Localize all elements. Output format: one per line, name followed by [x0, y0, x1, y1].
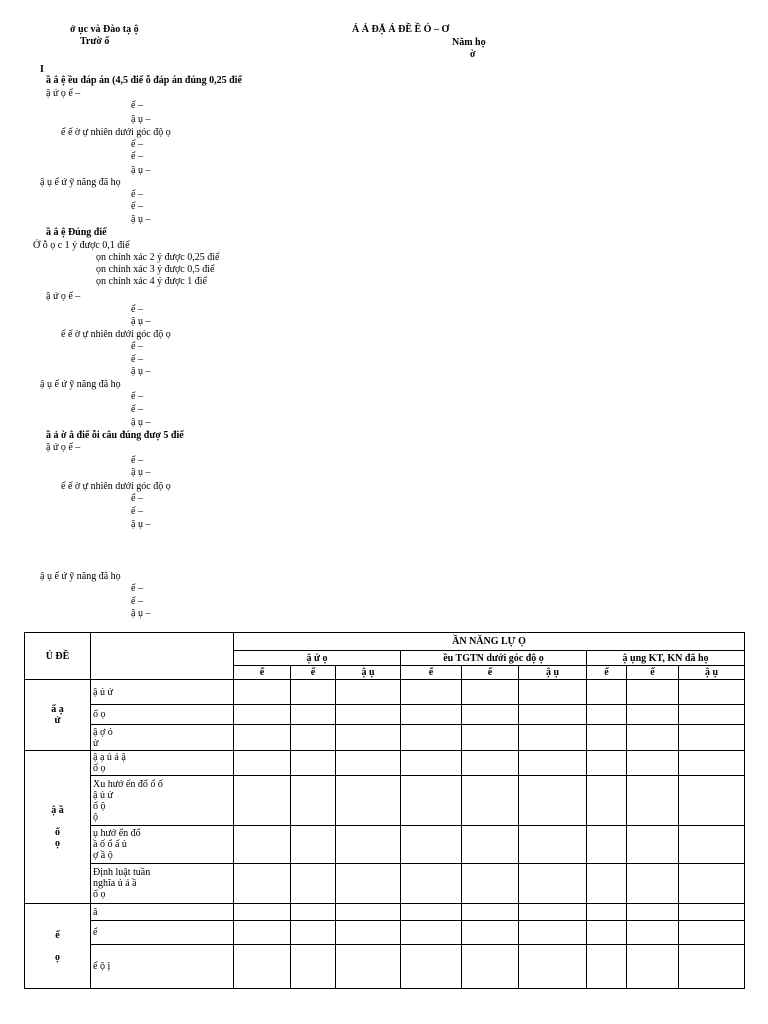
answer-line: ậ ụ –	[131, 114, 151, 125]
empty-grid-cell	[519, 680, 587, 705]
content-cell: ă	[91, 904, 234, 921]
empty-grid-cell	[679, 776, 745, 826]
answer-line: ể –	[131, 189, 143, 200]
empty-grid-cell	[234, 864, 291, 904]
table-row	[25, 826, 745, 864]
school-name: Trườ ổ	[80, 36, 110, 47]
empty-grid-cell	[291, 826, 336, 864]
empty-grid-cell	[519, 921, 587, 945]
empty-grid-cell	[627, 680, 679, 705]
matrix-grid	[24, 632, 745, 989]
competency-header-2: ều TGTN dưới góc độ ọ	[401, 651, 587, 666]
answer-line: ể –	[131, 596, 143, 607]
table-row	[25, 776, 745, 826]
answer-line: ậ ụ –	[131, 214, 151, 225]
content-cell: ụ hướ ến đổ ầ ố ổ ấ ủ ợ ầ ộ	[91, 826, 234, 864]
content-cell: ậ ạ ủ ả ậ ố ọ	[91, 751, 234, 776]
level-header: ể	[627, 666, 679, 680]
scoring-rule: ọn chính xác 2 ý được 0,25 điể	[96, 252, 220, 263]
empty-grid-cell	[462, 826, 519, 864]
scoring-rule: Ở ỗ ọ c 1 ý được 0,1 điể	[33, 240, 130, 251]
table-row	[25, 945, 745, 989]
empty-grid-cell	[336, 904, 401, 921]
empty-grid-cell	[401, 725, 462, 751]
answer-line: ể –	[131, 100, 143, 111]
table-row	[25, 751, 745, 776]
answer-line: ể –	[131, 404, 143, 415]
level-header: ậ ụ	[519, 666, 587, 680]
empty-grid-cell	[462, 680, 519, 705]
answer-line: ể –	[131, 354, 143, 365]
topic-cell: ậ ầ ố ọ	[25, 751, 91, 904]
empty-grid-cell	[401, 680, 462, 705]
empty-grid-cell	[336, 826, 401, 864]
empty-grid-cell	[234, 921, 291, 945]
empty-grid-cell	[462, 904, 519, 921]
empty-grid-cell	[587, 826, 627, 864]
scoring-rule: ọn chính xác 4 ý được 1 điể	[96, 276, 207, 287]
competency-header-3: ậ ụng KT, KN đã họ	[587, 651, 745, 666]
competency-group-header: ẦN NĂNG LỰ Ọ	[234, 633, 745, 651]
answer-line: ể –	[131, 304, 143, 315]
empty-grid-cell	[679, 945, 745, 989]
empty-grid-cell	[587, 751, 627, 776]
empty-grid-cell	[679, 921, 745, 945]
answer-line: ể –	[131, 201, 143, 212]
duration: ờ	[470, 49, 476, 60]
answer-line: ậ ụ –	[131, 467, 151, 478]
part-heading: ầ ắ ệ ều đáp án (4,5 điể ỗ đáp án đúng 0,25 điể	[46, 75, 242, 86]
answer-line: ể –	[131, 391, 143, 402]
content-cell: ể ộ ị	[91, 945, 234, 989]
empty-grid-cell	[462, 751, 519, 776]
empty-grid-cell	[291, 680, 336, 705]
empty-grid-cell	[336, 921, 401, 945]
empty-grid-cell	[291, 945, 336, 989]
answer-line: ể –	[131, 506, 143, 517]
empty-grid-cell	[679, 826, 745, 864]
empty-grid-cell	[519, 945, 587, 989]
table-row	[25, 705, 745, 725]
doc-title: Á Ả ĐẶ Á ĐỀ Ề Ó – Ơ	[352, 24, 450, 35]
answer-line: ậ ụ –	[131, 366, 151, 377]
empty-grid-cell	[627, 776, 679, 826]
part-heading: ầ ắ ệ Đúng điể	[46, 227, 107, 238]
empty-grid-cell	[234, 945, 291, 989]
empty-grid-cell	[336, 776, 401, 826]
empty-grid-cell	[234, 904, 291, 921]
answer-line: ậ ụ ế ứ ỹ năng đã họ	[40, 571, 121, 582]
empty-grid-cell	[462, 921, 519, 945]
empty-grid-cell	[234, 705, 291, 725]
empty-grid-cell	[401, 705, 462, 725]
empty-grid-cell	[679, 751, 745, 776]
answer-line: ể ế ờ ự nhiên dưới góc độ ọ	[61, 127, 171, 138]
empty-grid-cell	[234, 680, 291, 705]
content-cell: ậ ủ ử	[91, 680, 234, 705]
empty-grid-cell	[462, 776, 519, 826]
empty-grid-cell	[234, 751, 291, 776]
empty-grid-cell	[627, 751, 679, 776]
topic-cell: ế ọ	[25, 904, 91, 989]
empty-grid-cell	[519, 705, 587, 725]
empty-grid-cell	[462, 725, 519, 751]
empty-grid-cell	[291, 725, 336, 751]
table-row	[25, 904, 745, 921]
empty-grid-cell	[401, 945, 462, 989]
content-header	[91, 633, 234, 680]
topic-header: Ủ ĐỀ	[25, 633, 91, 680]
empty-grid-cell	[679, 864, 745, 904]
level-header: ậ ụ	[679, 666, 745, 680]
empty-grid-cell	[401, 751, 462, 776]
empty-grid-cell	[587, 945, 627, 989]
ministry-line: ở ục và Đào tạ ộ	[70, 24, 139, 35]
empty-grid-cell	[291, 864, 336, 904]
empty-grid-cell	[679, 725, 745, 751]
empty-grid-cell	[587, 904, 627, 921]
answer-line: ậ ụ –	[131, 316, 151, 327]
answer-line: ậ ụ ế ứ ỹ năng đã họ	[40, 177, 121, 188]
level-header: ể	[401, 666, 462, 680]
section-label: I	[40, 64, 44, 75]
empty-grid-cell	[627, 864, 679, 904]
empty-grid-cell	[627, 705, 679, 725]
empty-grid-cell	[627, 725, 679, 751]
empty-grid-cell	[336, 725, 401, 751]
empty-grid-cell	[587, 705, 627, 725]
content-cell: ể	[91, 921, 234, 945]
empty-grid-cell	[627, 904, 679, 921]
empty-grid-cell	[587, 680, 627, 705]
level-header: ể	[234, 666, 291, 680]
answer-line: ể ế ờ ự nhiên dưới góc độ ọ	[61, 481, 171, 492]
empty-grid-cell	[336, 705, 401, 725]
content-cell: ố ọ	[91, 705, 234, 725]
scoring-rule: ọn chính xác 3 ý được 0,5 điể	[96, 264, 215, 275]
topic-cell: ấ ạ ử	[25, 680, 91, 751]
level-header: ể	[462, 666, 519, 680]
empty-grid-cell	[336, 864, 401, 904]
empty-grid-cell	[679, 680, 745, 705]
empty-grid-cell	[336, 945, 401, 989]
empty-grid-cell	[234, 776, 291, 826]
empty-grid-cell	[336, 680, 401, 705]
answer-line: ậ ụ –	[131, 165, 151, 176]
content-cell: Định luật tuần nghĩa ủ ả ầ ố ọ	[91, 864, 234, 904]
empty-grid-cell	[587, 776, 627, 826]
level-header: ể	[291, 666, 336, 680]
answer-line: ậ ứ ọ ể –	[46, 88, 81, 99]
empty-grid-cell	[291, 904, 336, 921]
table-row	[25, 921, 745, 945]
empty-grid-cell	[291, 705, 336, 725]
answer-line: ể –	[131, 455, 143, 466]
empty-grid-cell	[462, 705, 519, 725]
empty-grid-cell	[519, 725, 587, 751]
answer-line: ể –	[131, 151, 143, 162]
answer-line: ậ ụ –	[131, 417, 151, 428]
table-row	[25, 864, 745, 904]
competency-matrix-table	[24, 632, 744, 994]
answer-line: ể –	[131, 341, 143, 352]
empty-grid-cell	[679, 705, 745, 725]
empty-grid-cell	[519, 776, 587, 826]
empty-grid-cell	[462, 945, 519, 989]
part-heading: ầ ả ờ ắ điể ỗi câu đúng đượ 5 điể	[46, 430, 184, 441]
empty-grid-cell	[587, 864, 627, 904]
empty-grid-cell	[401, 864, 462, 904]
school-year: Năm họ	[452, 37, 486, 48]
answer-line: ể –	[131, 493, 143, 504]
answer-line: ậ ứ ọ ể –	[46, 291, 81, 302]
empty-grid-cell	[291, 921, 336, 945]
content-cell: Xu hướ ến đổ ổ ố ậ ủ ử ố ộ ộ	[91, 776, 234, 826]
table-row	[25, 680, 745, 705]
empty-grid-cell	[336, 751, 401, 776]
level-header: ậ ụ	[336, 666, 401, 680]
empty-grid-cell	[519, 826, 587, 864]
empty-grid-cell	[401, 921, 462, 945]
answer-line: ậ ụ ế ứ ỹ năng đã họ	[40, 379, 121, 390]
table-row	[25, 725, 745, 751]
empty-grid-cell	[679, 904, 745, 921]
empty-grid-cell	[627, 921, 679, 945]
empty-grid-cell	[519, 904, 587, 921]
empty-grid-cell	[401, 776, 462, 826]
answer-line: ể ế ờ ự nhiên dưới góc độ ọ	[61, 329, 171, 340]
content-cell: ậ ợ ỏ ử	[91, 725, 234, 751]
empty-grid-cell	[291, 776, 336, 826]
level-header: ể	[587, 666, 627, 680]
answer-line: ậ ụ –	[131, 519, 151, 530]
empty-grid-cell	[627, 826, 679, 864]
competency-header-1: ậ ứ ọ	[234, 651, 401, 666]
empty-grid-cell	[234, 725, 291, 751]
empty-grid-cell	[401, 904, 462, 921]
answer-line: ậ ụ –	[131, 608, 151, 619]
answer-line: ể –	[131, 139, 143, 150]
empty-grid-cell	[587, 921, 627, 945]
empty-grid-cell	[462, 864, 519, 904]
answer-line: ậ ứ ọ ể –	[46, 442, 81, 453]
empty-grid-cell	[401, 826, 462, 864]
empty-grid-cell	[519, 751, 587, 776]
answer-line: ể –	[131, 583, 143, 594]
empty-grid-cell	[627, 945, 679, 989]
empty-grid-cell	[234, 826, 291, 864]
empty-grid-cell	[291, 751, 336, 776]
empty-grid-cell	[587, 725, 627, 751]
empty-grid-cell	[519, 864, 587, 904]
